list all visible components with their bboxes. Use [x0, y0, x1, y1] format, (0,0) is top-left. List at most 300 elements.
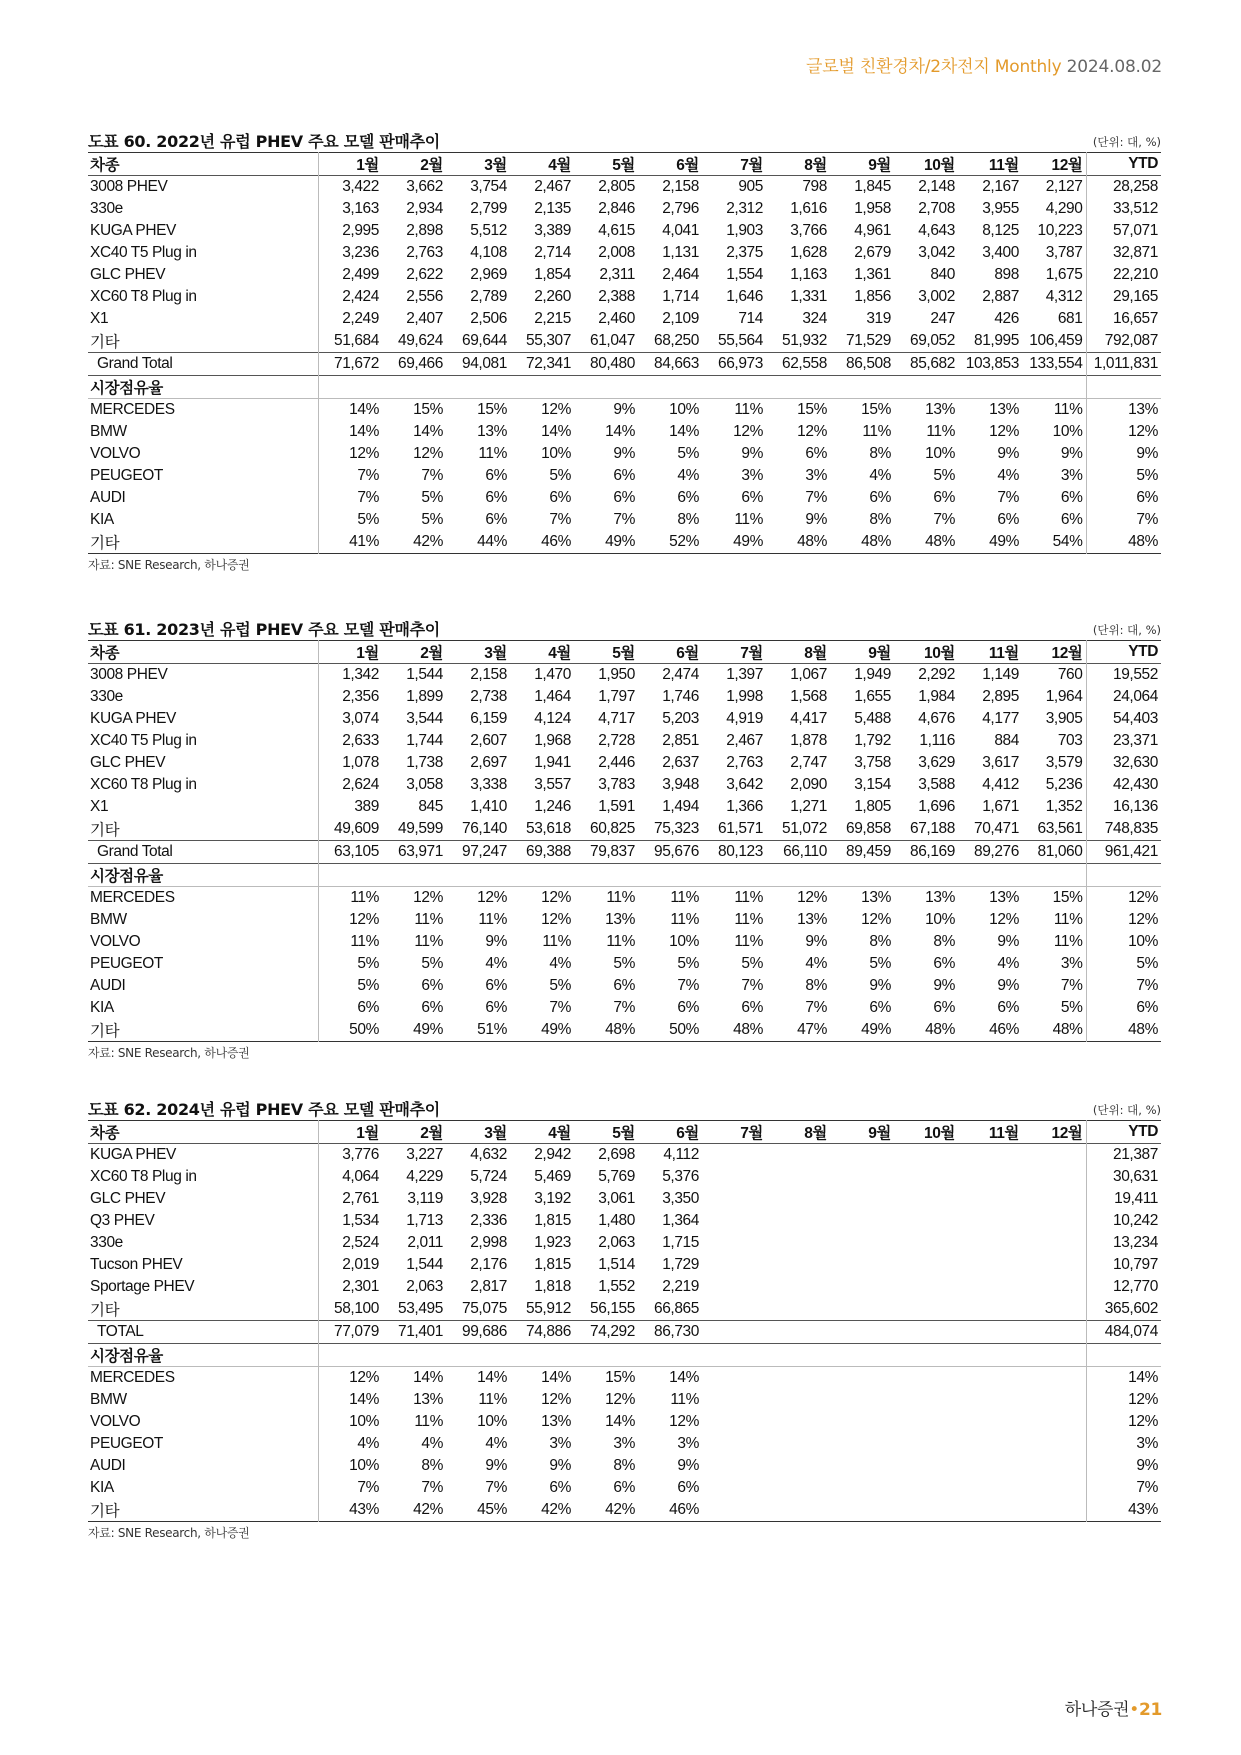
cell-value: 1,331	[790, 288, 827, 305]
cell-value: 6%	[318, 997, 382, 1019]
total-row	[88, 841, 1161, 864]
page-number: 21	[1138, 1700, 1162, 1720]
share-section-label: 시장점유율	[88, 1344, 318, 1367]
cell-value: 2,311	[599, 266, 635, 283]
cell-value: 2,887	[982, 288, 1019, 305]
cell-value: 5%	[549, 467, 571, 484]
cell-value	[830, 1144, 894, 1167]
cell-value: 4%	[869, 467, 891, 484]
cell-value	[894, 1433, 958, 1455]
cell-value: 760	[1057, 666, 1083, 683]
share-row	[88, 1499, 1161, 1522]
cell-value: 66,865	[653, 1300, 699, 1317]
cell-value: 2,799	[470, 200, 507, 217]
cell-value: 2,109	[662, 310, 699, 327]
table-row	[88, 1188, 1161, 1210]
cell-value: 48%	[925, 533, 955, 550]
cell-value	[830, 1276, 894, 1298]
cell-value: 66,973	[717, 355, 763, 372]
row-label: Q3 PHEV	[90, 1212, 155, 1229]
cell-value: 70,471	[973, 820, 1019, 837]
cell-value	[766, 1455, 830, 1477]
cell-value	[1022, 1367, 1086, 1390]
empty-cell	[318, 864, 382, 887]
empty-cell	[382, 864, 446, 887]
cell-value: 6%	[613, 1479, 635, 1496]
cell-value: 2,624	[318, 774, 382, 796]
cell-value: 2,148	[918, 178, 955, 195]
cell-value: 1,361	[854, 266, 891, 283]
cell-value	[702, 1477, 766, 1499]
cell-value: 97,247	[461, 843, 507, 860]
cell-value: 7%	[805, 999, 827, 1016]
column-header: 2월	[420, 1125, 443, 1142]
row-label: KIA	[90, 1479, 114, 1496]
cell-value	[958, 1298, 1022, 1321]
cell-value: 2,292	[918, 666, 955, 683]
row-label: KUGA PHEV	[90, 222, 176, 239]
cell-value: 12%	[797, 889, 827, 906]
cell-value: 5%	[613, 955, 635, 972]
cell-value: 14%	[318, 1389, 382, 1411]
cell-value: 79,837	[589, 843, 635, 860]
column-header: YTD	[1086, 153, 1161, 176]
cell-value: 10%	[1052, 423, 1083, 440]
cell-value: 3,787	[1045, 244, 1083, 261]
cell-value: 4,417	[790, 710, 827, 727]
cell-value: 69,052	[909, 332, 955, 349]
cell-value: 11%	[734, 933, 763, 950]
cell-value: 324	[802, 310, 827, 327]
table-row	[88, 286, 1161, 308]
row-label: 기타	[90, 1023, 120, 1040]
cell-value: 4,290	[1045, 200, 1083, 217]
cell-value: 7%	[997, 489, 1019, 506]
cell-value: 95,676	[653, 843, 699, 860]
column-header: 12월	[1051, 645, 1083, 662]
empty-cell	[958, 376, 1022, 399]
cell-value: 49%	[541, 1021, 571, 1038]
cell-value	[958, 1254, 1022, 1276]
cell-value: 5%	[549, 977, 571, 994]
cell-value: 4%	[997, 955, 1019, 972]
row-label: BMW	[90, 423, 127, 440]
cell-value: 9%	[485, 1457, 507, 1474]
row-label: Grand Total	[97, 355, 173, 372]
cell-value: 6%	[805, 445, 827, 462]
cell-value: 3%	[1060, 955, 1083, 972]
cell-value: 9%	[997, 977, 1019, 994]
cell-value: 11%	[606, 933, 635, 950]
cell-value	[702, 1411, 766, 1433]
cell-value: 11%	[478, 445, 507, 462]
cell-value	[766, 1367, 830, 1390]
row-label: Grand Total	[97, 843, 173, 860]
cell-value: 5%	[677, 955, 699, 972]
cell-value: 15%	[797, 401, 827, 418]
table-62-section	[88, 1096, 1161, 1541]
cell-value: 71,529	[845, 332, 891, 349]
cell-value: 43%	[1086, 1499, 1161, 1522]
cell-value: 106,459	[1029, 332, 1083, 349]
cell-value: 2,356	[318, 686, 382, 708]
empty-cell	[638, 1344, 702, 1367]
cell-value: 5,236	[1045, 776, 1083, 793]
column-header: 12월	[1051, 157, 1083, 174]
cell-value: 69,466	[397, 355, 443, 372]
cell-value: 55,307	[525, 332, 571, 349]
cell-value: 51,684	[318, 330, 382, 353]
cell-value: 2,789	[470, 288, 507, 305]
cell-value: 49,624	[397, 332, 443, 349]
cell-value	[1022, 1321, 1086, 1344]
cell-value: 54%	[1052, 533, 1083, 550]
cell-value: 86,730	[653, 1323, 699, 1340]
row-label: KIA	[90, 511, 114, 528]
cell-value: 12%	[1086, 1389, 1161, 1411]
share-row	[88, 465, 1161, 487]
cell-value: 7%	[613, 511, 635, 528]
cell-value: 6%	[997, 999, 1019, 1016]
cell-value: 75,323	[653, 820, 699, 837]
empty-cell	[958, 1344, 1022, 1367]
cell-value: 7%	[613, 999, 635, 1016]
cell-value: 247	[930, 310, 955, 327]
cell-value: 2,019	[318, 1254, 382, 1276]
share-row	[88, 443, 1161, 465]
table-title-row	[88, 1096, 1161, 1120]
cell-value: 3,544	[406, 710, 443, 727]
table-row	[88, 198, 1161, 220]
cell-value: 12%	[477, 889, 507, 906]
cell-value: 5,203	[662, 710, 699, 727]
cell-value: 2,556	[406, 288, 443, 305]
cell-value: 7%	[1086, 509, 1161, 531]
cell-value: 1,131	[662, 244, 699, 261]
cell-value: 2,407	[406, 310, 443, 327]
sales-table	[88, 152, 1161, 554]
cell-value: 13%	[925, 889, 955, 906]
cell-value	[830, 1477, 894, 1499]
cell-value: 10,242	[1086, 1210, 1161, 1232]
cell-value: 14%	[318, 399, 382, 422]
cell-value: 9%	[805, 933, 827, 950]
cell-value	[766, 1389, 830, 1411]
empty-cell	[382, 1344, 446, 1367]
table-row	[88, 1298, 1161, 1321]
cell-value	[894, 1232, 958, 1254]
cell-value: 1,805	[854, 798, 891, 815]
cell-value: 2,474	[662, 666, 699, 683]
cell-value: 1,011,831	[1086, 353, 1161, 376]
column-header: 8월	[804, 1125, 827, 1142]
cell-value: 6%	[869, 489, 891, 506]
cell-value	[766, 1298, 830, 1321]
share-row	[88, 487, 1161, 509]
cell-value: 1,366	[726, 798, 763, 815]
table-title-row	[88, 616, 1161, 640]
share-row	[88, 1367, 1161, 1390]
row-label: 330e	[90, 688, 123, 705]
cell-value: 69,388	[525, 843, 571, 860]
cell-value: 11%	[734, 911, 763, 928]
cell-value: 748,835	[1086, 818, 1161, 841]
cell-value: 32,871	[1086, 242, 1161, 264]
cell-value: 2,796	[662, 200, 699, 217]
cell-value: 7%	[805, 489, 827, 506]
table-row	[88, 176, 1161, 199]
row-label: 3008 PHEV	[90, 178, 168, 195]
cell-value: 2,464	[662, 266, 699, 283]
cell-value	[766, 1144, 830, 1167]
cell-value: 3,948	[662, 776, 699, 793]
cell-value	[702, 1254, 766, 1276]
cell-value: 13%	[989, 889, 1019, 906]
cell-value: 7%	[1086, 975, 1161, 997]
cell-value: 11%	[670, 1391, 699, 1408]
cell-value: 884	[994, 732, 1019, 749]
cell-value: 1,616	[790, 200, 827, 217]
cell-value: 8%	[933, 933, 955, 950]
cell-value: 41%	[318, 531, 382, 554]
cell-value: 3,662	[406, 178, 443, 195]
cell-value	[766, 1477, 830, 1499]
cell-value: 12%	[1086, 421, 1161, 443]
cell-value: 10%	[669, 933, 699, 950]
share-row	[88, 909, 1161, 931]
cell-value: 7%	[485, 1479, 507, 1496]
cell-value: 30,631	[1086, 1166, 1161, 1188]
cell-value: 13%	[797, 911, 827, 928]
table-row	[88, 686, 1161, 708]
empty-cell	[574, 864, 638, 887]
cell-value: 4%	[318, 1433, 382, 1455]
cell-value: 2,851	[662, 732, 699, 749]
column-header: 4월	[548, 157, 571, 174]
row-label: XC60 T8 Plug in	[90, 776, 197, 793]
report-title: 글로벌 친환경차/2차전지 Monthly	[806, 57, 1062, 77]
cell-value: 14%	[318, 421, 382, 443]
cell-value: 1,470	[534, 666, 571, 683]
cell-value: 5,469	[534, 1168, 571, 1185]
cell-value	[766, 1276, 830, 1298]
cell-value	[766, 1254, 830, 1276]
empty-cell	[766, 376, 830, 399]
source-note: 자료: SNE Research, 하나증권	[88, 1046, 250, 1060]
cell-value: 42%	[413, 1501, 443, 1518]
cell-value: 2,063	[406, 1278, 443, 1295]
table-row	[88, 264, 1161, 286]
cell-value: 845	[418, 798, 443, 815]
table-row	[88, 308, 1161, 330]
cell-value: 2,622	[406, 266, 443, 283]
cell-value: 5%	[318, 509, 382, 531]
share-section-label: 시장점유율	[88, 864, 318, 887]
cell-value: 1,958	[854, 200, 891, 217]
column-header: 7월	[740, 1125, 763, 1142]
row-label: BMW	[90, 1391, 127, 1408]
cell-value	[1022, 1499, 1086, 1522]
cell-value: 85,682	[909, 355, 955, 372]
empty-cell	[1086, 376, 1161, 399]
cell-value: 2,763	[726, 754, 763, 771]
row-label: TOTAL	[97, 1323, 144, 1340]
cell-value: 84,663	[653, 355, 699, 372]
cell-value	[702, 1389, 766, 1411]
table-row	[88, 774, 1161, 796]
cell-value: 51%	[477, 1021, 507, 1038]
cell-value	[830, 1433, 894, 1455]
cell-value: 48%	[733, 1021, 763, 1038]
empty-cell	[1022, 1344, 1086, 1367]
cell-value: 1,646	[726, 288, 763, 305]
cell-value: 1,568	[790, 688, 827, 705]
cell-value: 77,079	[318, 1321, 382, 1344]
table-row	[88, 220, 1161, 242]
cell-value	[1022, 1166, 1086, 1188]
table-row	[88, 242, 1161, 264]
cell-value: 11%	[1053, 933, 1083, 950]
cell-value: 12%	[797, 423, 827, 440]
cell-value: 19,552	[1086, 664, 1161, 687]
column-header: 10월	[923, 157, 955, 174]
cell-value: 13%	[861, 889, 891, 906]
cell-value: 3,227	[406, 1146, 443, 1163]
column-header: 9월	[868, 645, 891, 662]
cell-value: 1,544	[406, 1256, 443, 1273]
cell-value: 13%	[989, 401, 1019, 418]
cell-value: 3,754	[470, 178, 507, 195]
cell-value: 50%	[669, 1021, 699, 1038]
cell-value: 6%	[997, 511, 1019, 528]
source-note: 자료: SNE Research, 하나증권	[88, 1526, 250, 1540]
cell-value: 8%	[869, 933, 891, 950]
share-header-row	[88, 864, 1161, 887]
cell-value: 2,763	[406, 244, 443, 261]
cell-value: 6%	[1060, 511, 1083, 528]
row-label: KIA	[90, 999, 114, 1016]
cell-value: 14%	[413, 423, 443, 440]
empty-cell	[894, 1344, 958, 1367]
cell-value: 1,854	[534, 266, 571, 283]
cell-value: 1,149	[982, 666, 1019, 683]
cell-value: 13%	[1086, 399, 1161, 422]
cell-value: 2,633	[318, 730, 382, 752]
cell-value: 28,258	[1086, 176, 1161, 199]
empty-cell	[510, 376, 574, 399]
cell-value: 5,724	[470, 1168, 507, 1185]
cell-value: 21,387	[1086, 1144, 1161, 1167]
cell-value: 48%	[1086, 1019, 1161, 1042]
cell-value: 46%	[669, 1501, 699, 1518]
cell-value: 42%	[541, 1501, 571, 1518]
empty-cell	[638, 864, 702, 887]
cell-value: 12,770	[1086, 1276, 1161, 1298]
cell-value: 8%	[677, 511, 699, 528]
cell-value: 9%	[997, 933, 1019, 950]
cell-value: 4%	[549, 955, 571, 972]
cell-value: 1,480	[598, 1212, 635, 1229]
table-row	[88, 1210, 1161, 1232]
cell-value: 8%	[613, 1457, 635, 1474]
cell-value: 5%	[869, 955, 891, 972]
cell-value: 46%	[989, 1021, 1019, 1038]
row-label: 330e	[90, 1234, 123, 1251]
cell-value: 4,124	[534, 710, 571, 727]
cell-value: 11%	[414, 911, 443, 928]
cell-value: 68,250	[653, 332, 699, 349]
cell-value: 86,169	[909, 843, 955, 860]
cell-value: 12%	[318, 909, 382, 931]
cell-value: 1,696	[918, 798, 955, 815]
share-row	[88, 1389, 1161, 1411]
cell-value: 81,995	[973, 332, 1019, 349]
cell-value: 6%	[421, 999, 443, 1016]
table-title: 도표 61. 2023년 유럽 PHEV 주요 모델 판매추이	[88, 620, 440, 639]
cell-value: 2,747	[790, 754, 827, 771]
cell-value	[1022, 1389, 1086, 1411]
cell-value: 10%	[477, 1413, 507, 1430]
cell-value	[702, 1499, 766, 1522]
column-header: 1월	[318, 1121, 382, 1144]
cell-value	[766, 1188, 830, 1210]
column-header: 11월	[988, 645, 1019, 662]
cell-value: 3,928	[470, 1190, 507, 1207]
table-row	[88, 796, 1161, 818]
cell-value: 42%	[413, 533, 443, 550]
cell-value: 3,350	[662, 1190, 699, 1207]
cell-value: 3,042	[918, 244, 955, 261]
table-title: 도표 60. 2022년 유럽 PHEV 주요 모델 판매추이	[88, 132, 440, 151]
cell-value: 5,376	[662, 1168, 699, 1185]
cell-value	[894, 1455, 958, 1477]
empty-cell	[894, 376, 958, 399]
cell-value: 6%	[677, 999, 699, 1016]
column-header: 7월	[740, 157, 763, 174]
cell-value: 43%	[318, 1499, 382, 1522]
cell-value: 3,629	[918, 754, 955, 771]
cell-value	[830, 1499, 894, 1522]
cell-value: 10%	[925, 445, 955, 462]
column-header: 11월	[988, 157, 1019, 174]
cell-value: 3,422	[318, 176, 382, 199]
cell-value: 6,159	[470, 710, 507, 727]
cell-value	[958, 1188, 1022, 1210]
cell-value	[702, 1144, 766, 1167]
share-header-row	[88, 1344, 1161, 1367]
cell-value: 4%	[677, 467, 699, 484]
column-header: 3월	[484, 157, 507, 174]
cell-value	[766, 1321, 830, 1344]
cell-value: 67,188	[909, 820, 955, 837]
cell-value: 9%	[677, 1457, 699, 1474]
cell-value	[958, 1477, 1022, 1499]
cell-value	[958, 1499, 1022, 1522]
cell-value	[1022, 1188, 1086, 1210]
cell-value: 1,397	[726, 666, 763, 683]
cell-value: 7%	[318, 1477, 382, 1499]
cell-value: 10%	[925, 911, 955, 928]
column-header: 9월	[868, 1125, 891, 1142]
cell-value	[894, 1188, 958, 1210]
cell-value: 1,856	[854, 288, 891, 305]
cell-value: 9%	[1060, 445, 1083, 462]
column-header: 8월	[804, 645, 827, 662]
cell-value	[830, 1298, 894, 1321]
cell-value: 48%	[605, 1021, 635, 1038]
cell-value: 703	[1057, 732, 1083, 749]
cell-value: 66,110	[783, 843, 827, 860]
